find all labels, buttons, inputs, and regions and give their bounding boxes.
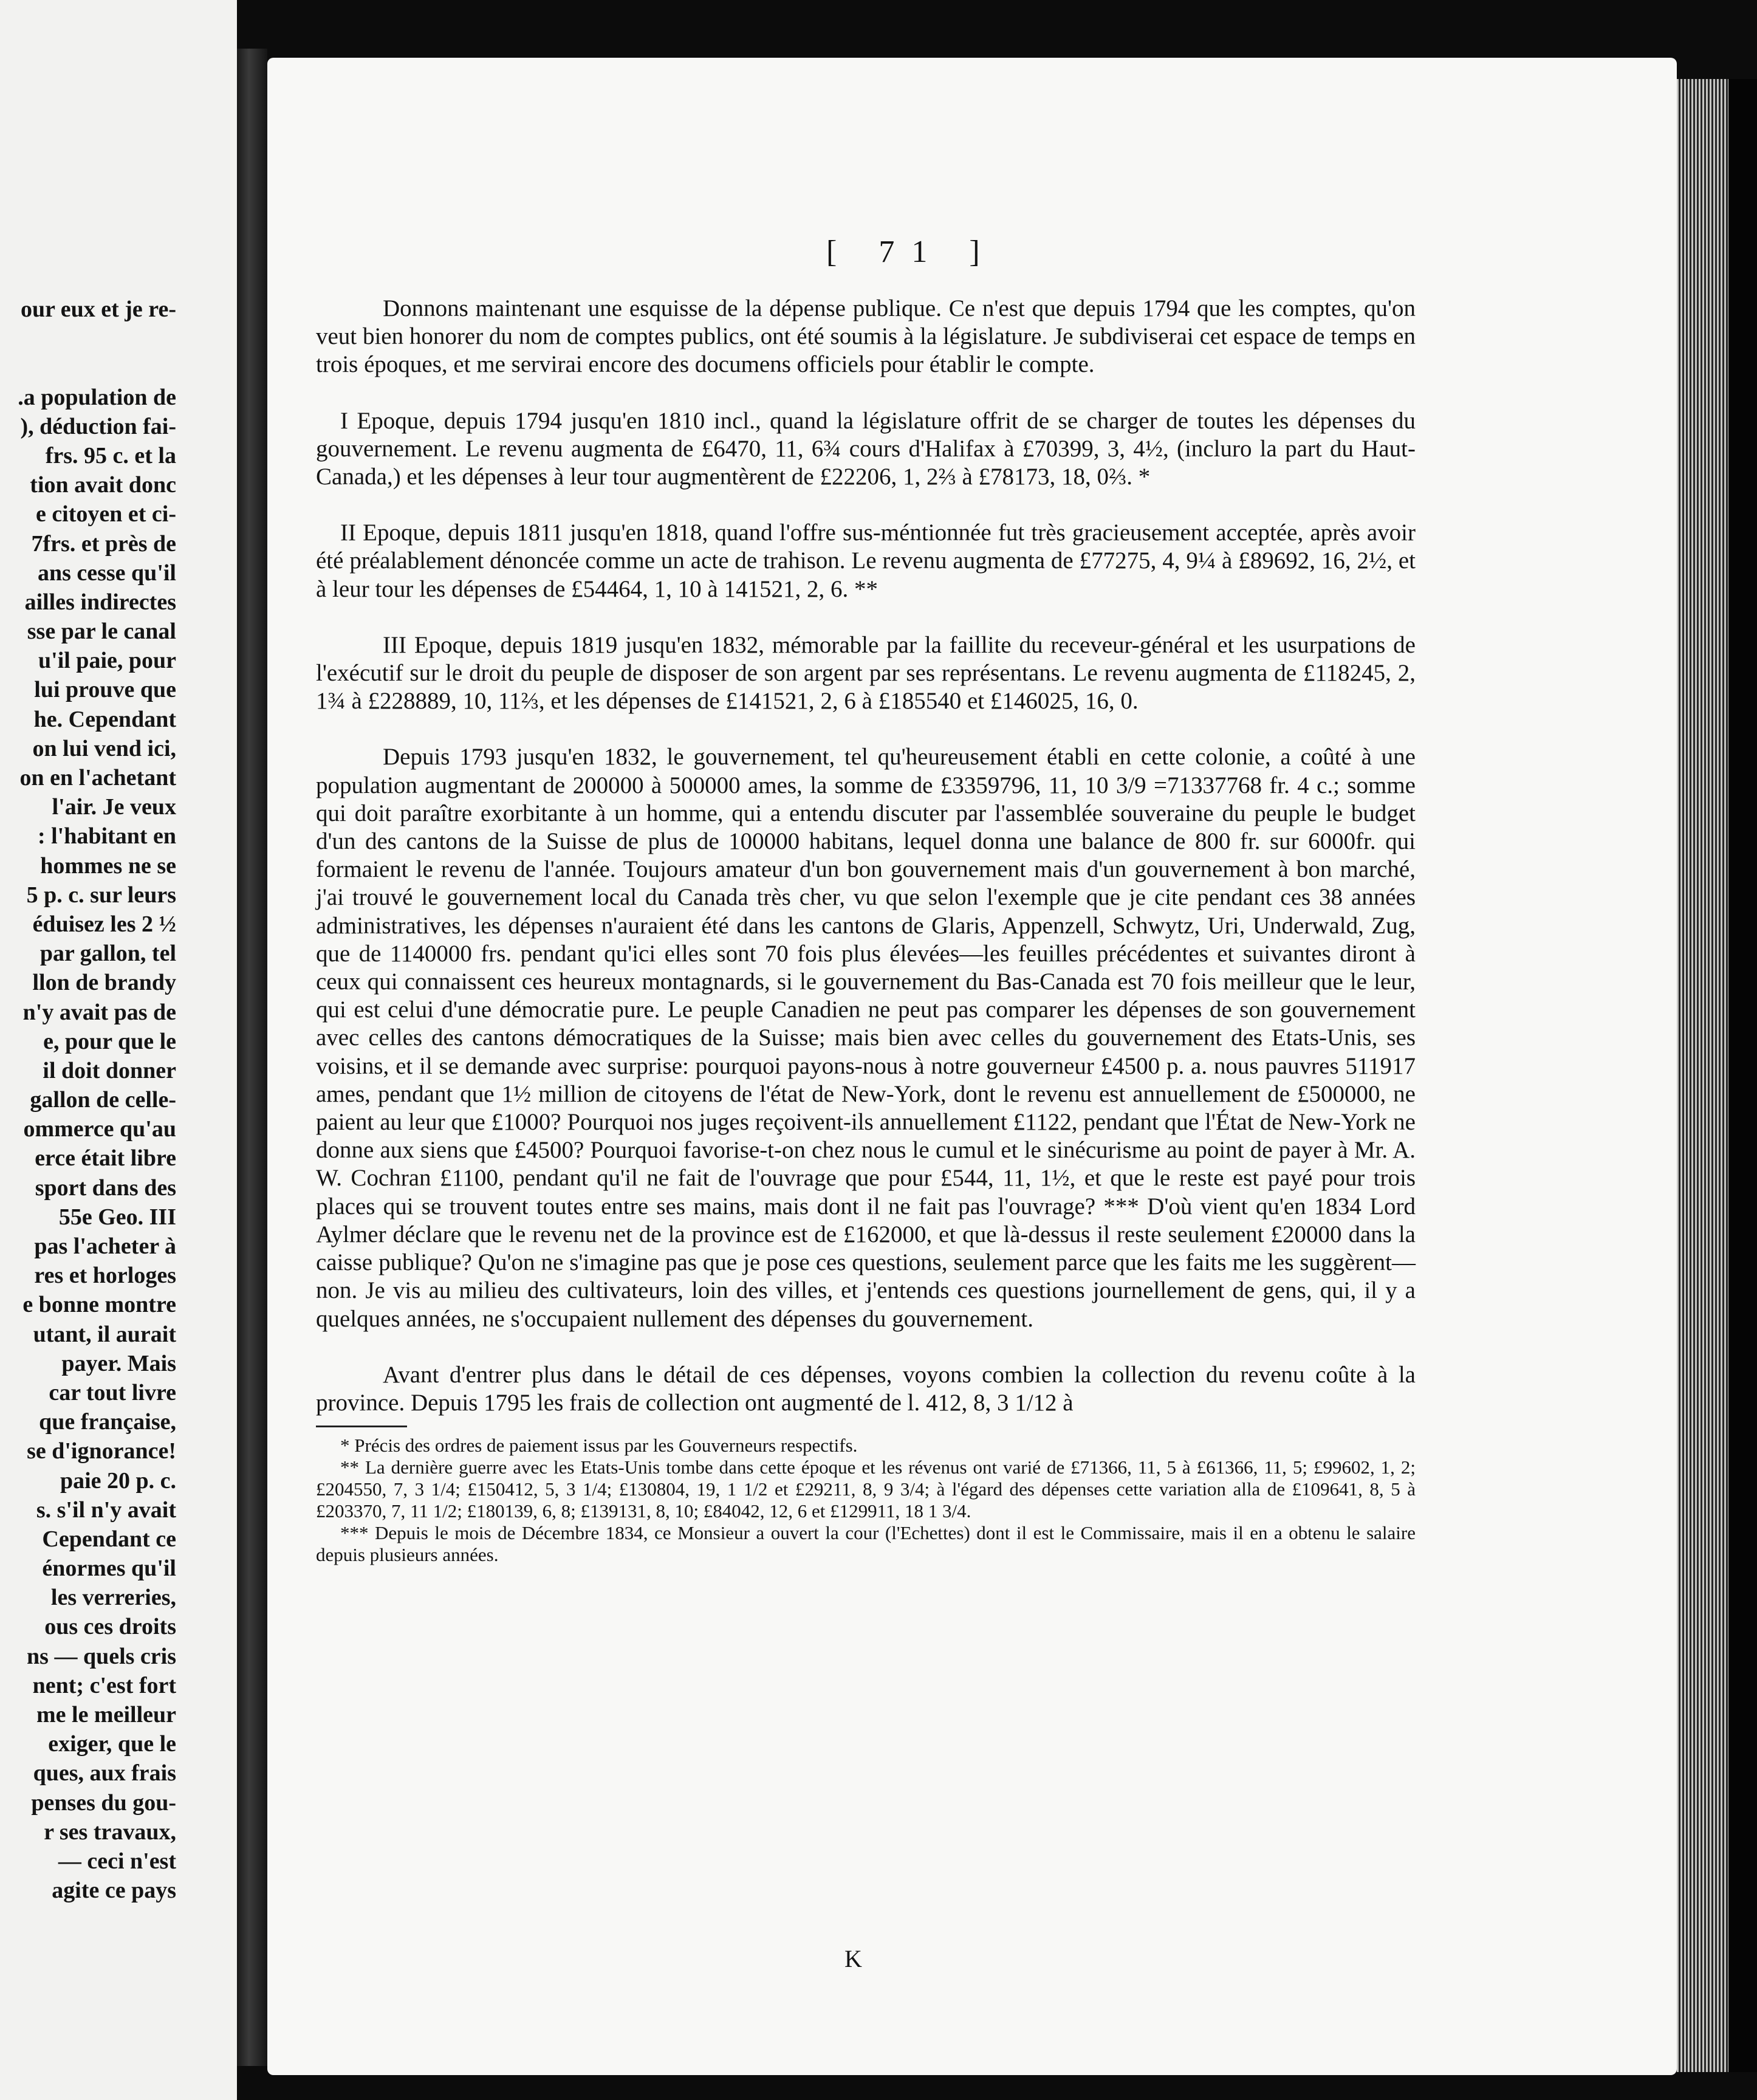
left-page-fragment: [0, 0, 237, 2100]
left-page-line: énormes qu'il: [42, 1556, 176, 1582]
left-page-line: car tout livre: [49, 1379, 176, 1405]
left-page-text: [0, 295, 176, 1905]
left-page-line: pas l'acheter à: [34, 1234, 176, 1259]
left-page-line: on en l'achetant: [19, 765, 176, 791]
paragraph-epoque-2: II Epoque, depuis 1811 jusqu'en 1818, quand l'offre sus-méntionnée fut très gracieusement acceptée, après avoir été préalablement dénoncée comme un acte de trahison. Le revenu augmenta de £77275, 4, 9¼ à £89692, 16, 2½, et à leur tour les dépenses de £54464, 1, 10 à 141521, 2, 6. **: [316, 520, 1416, 602]
left-page-line: ailles indirectes: [24, 589, 176, 615]
left-page-line: n'y avait pas de: [22, 999, 176, 1025]
left-page-line: ous ces droits: [44, 1614, 176, 1640]
left-page-line: lui prouve que: [34, 677, 176, 703]
left-page-line: par gallon, tel: [39, 941, 176, 967]
footnote-3: *** Depuis le mois de Décembre 1834, ce Monsieur a ouvert la cour (l'Echettes) dont il est le Commissaire, mais il en a obtenu le salaire depuis plusieurs années.: [316, 1522, 1416, 1566]
paragraph-intro: Donnons maintenant une esquisse de la dépense publique. Ce n'est que depuis 1794 que les comptes, qu'on veut bien honorer du nom de comptes publics, ont été soumis à la législature. Je subdiviserai cet espace de temps en trois époques, et me servirai encore des documens officiels pour établir le compte.: [316, 295, 1416, 378]
left-page-line: res et horloges: [34, 1263, 176, 1289]
left-page-line: l'air. Je veux: [52, 794, 176, 820]
left-page-line: ns — quels cris: [27, 1643, 176, 1669]
left-page-line: llon de brandy: [32, 970, 176, 996]
left-page-line: hommes ne se: [40, 853, 176, 879]
left-page-line: ques, aux frais: [33, 1760, 176, 1786]
paragraph-epoque-1: I Epoque, depuis 1794 jusqu'en 1810 incl., quand la législature offrit de se charger de toutes les dépenses du gouvernement. Le revenu augmenta de £6470, 11, 6¾ cours d'Halifax à £70399, 3, 4½, (incluro la part du Haut-Canada,) et les dépenses à leur tour augmentèrent de £22206, 1, 2⅔ à £78173, 18, 0⅔. *: [316, 407, 1416, 490]
left-page-line: que française,: [39, 1409, 176, 1435]
left-page-line: Cependant ce: [42, 1526, 176, 1552]
left-page-line: s. s'il n'y avait: [36, 1497, 176, 1523]
footnote-rule: [316, 1426, 407, 1427]
left-page-line: [0, 324, 176, 353]
paragraph-collection-revenu: Avant d'entrer plus dans le détail de ces dépenses, voyons combien la collection du revenu coûte à la province. Depuis 1795 les frais de collection ont augmenté de l. 412, 8, 3 1/12 à: [316, 1361, 1416, 1416]
left-page-line: .a population de: [18, 384, 176, 410]
left-page-line: payer. Mais: [61, 1350, 176, 1376]
left-page-line: our eux et je re-: [20, 297, 176, 322]
left-page-line: [0, 353, 176, 382]
left-page-line: : l'habitant en: [37, 823, 176, 849]
left-page-line: e bonne montre: [22, 1292, 176, 1318]
paragraph-epoque-3: III Epoque, depuis 1819 jusqu'en 1832, mémorable par la faillite du receveur-général et les usurpations de l'exécutif sur le droit du peuple de disposer de son argent par ses représentans. Le revenu augmenta de £118245, 2, 1¾ à £228889, 10, 11⅔, et les dépenses de £141521, 2, 6 à £185540 et £146025, 16, 0.: [316, 631, 1416, 715]
left-page-line: he. Cependant: [33, 706, 176, 732]
book-gutter: [237, 49, 267, 2066]
left-page-line: gallon de celle-: [30, 1087, 176, 1113]
left-page-line: me le meilleur: [36, 1702, 176, 1728]
left-page-line: agite ce pays: [52, 1878, 176, 1904]
left-page-line: — ceci n'est: [58, 1848, 176, 1874]
left-page-line: 7frs. et près de: [31, 530, 176, 557]
paragraph-depenses-1793-1832: Depuis 1793 jusqu'en 1832, le gouvernement, tel qu'heureusement établi en cette colonie, a coûté à une population augmentant de 200000 à 500000 ames, la somme de £3359796, 11, 10 3/9 =71337768 fr. 4 c.; somme qui doit paraître exorbitante à un homme, qui a entendu discuter par l'assemblée souveraine du peuple le budget d'un des cantons de la Suisse de plus de 100000 habitans, lequel donna une balance de 800 fr. sur 6000fr. qui formaient le revenu de l'année. Toujours amateur d'un bon gouvernement mais d'un gouvernement à bon marché, j'ai trouvé le gouvernement local du Canada très cher, vu que selon l'exemple que je cite pendant ces 38 années administratives, les dépenses n'auraient été dans les cantons de Glaris, Appenzell, Schwytz, Uri, Underwald, Zug, que de 1140000 frs. pendant qu'ici elles sont 70 fois plus élevées—les feuilles précédentes et suivantes diront à ceux qui connaissent ces heureux montagnards, si le gouvernement du Bas-Canada est 70 fois meilleur que le leur, qui est celui d'une démocratie pure. Le peuple Canadien ne peut pas comparer les dépenses de son gouvernement avec celles des cantons démocratiques de la Suisse; mais bien avec celles du gouvernement des Etats-Unis, ses voisins, et il se demande avec surprise: pourquoi payons-nous à notre gouverneur £4500 p. a. nous pauvres 511917 ames, pendant que 1½ million de citoyens de l'état de New-York, dont le revenu est annuellement de £500000, ne paient au leur que £1000? Pourquoi nos juges reçoivent-ils annuellement £1122, pendant que l'État de New-York ne donne aux siens que £4500? Pourquoi favorise-t-on chez nous le cumul et le sinécurisme au point de payer à Mr. A. W. Cochran £1100, pendant qu'il ne fait de l'ouvrage que pour £544, 11, 1½, et que le reste est payé pour trois places qui se trouvent toutes entre ses mains, mais dont il ne fait pas l'ouvrage? *** D'où vient qu'en 1834 Lord Aylmer déclare que le revenu net de la province est de £162000, et que là-dessus il reste seulement £20000 dans la caisse publique? Qu'on ne s'imagine pas que je pose ces questions, seulement parce que les faits me les suggèrent—non. Je vis au milieu des cultivateurs, loin des villes, et j'entends ces questions journellement de gens, qui, il y a quelques années, ne s'occupaient nullement des dépenses du gouvernement.: [316, 744, 1416, 1332]
left-page-line: sport dans des: [35, 1175, 176, 1201]
left-page-line: les verreries,: [50, 1585, 176, 1611]
left-page-line: éduisez les 2 ½: [32, 911, 176, 937]
left-page-line: frs. 95 c. et la: [45, 442, 176, 468]
footnote-1: * Précis des ordres de paiement issus par les Gouverneurs respectifs.: [340, 1435, 858, 1457]
left-page-line: il doit donner: [43, 1057, 176, 1083]
left-page-line: e citoyen et ci-: [35, 501, 176, 527]
left-page-line: ), déduction fai-: [20, 413, 176, 439]
footnotes: [316, 1435, 1416, 1566]
page-edge-shadow: [1728, 79, 1757, 2072]
left-page-line: exiger, que le: [48, 1731, 176, 1757]
left-page-line: erce était libre: [35, 1145, 176, 1172]
left-page-line: u'il paie, pour: [38, 648, 176, 674]
left-page-line: nent; c'est fort: [32, 1672, 176, 1698]
signature-mark: K: [844, 1945, 862, 1972]
left-page-line: se d'ignorance!: [27, 1438, 176, 1464]
left-page-line: tion avait donc: [30, 472, 176, 498]
left-page-line: 55e Geo. III: [58, 1204, 176, 1230]
left-page-line: r ses travaux,: [44, 1819, 176, 1845]
left-page-line: utant, il aurait: [33, 1321, 176, 1347]
page-edges: [1677, 79, 1728, 2072]
left-page-line: penses du gou-: [31, 1789, 176, 1816]
page-number: [ 71 ]: [826, 235, 997, 269]
left-page-line: on lui vend ici,: [32, 735, 176, 761]
main-text-block: [316, 295, 1416, 1566]
left-page-line: ans cesse qu'il: [37, 560, 176, 586]
left-page-line: paie 20 p. c.: [60, 1467, 176, 1494]
left-page-line: sse par le canal: [27, 619, 176, 645]
left-page-line: e, pour que le: [43, 1028, 176, 1054]
footnote-2: ** La dernière guerre avec les Etats-Unis tombe dans cette époque et les révenus ont varié de £71366, 11, 5 à £61366, 11, 5; £99602, 1, 2; £204550, 7, 3 1/4; £150412, 5, 3 1/4; £130804, 19, 1 1/2 et £29211, 8, 9 3/4; à l'égard des dépenses cette variation alla de £109641, 8, 5 à £203370, 7, 11 1/2; £180139, 6, 8; £139131, 8, 10; £84042, 12, 6 et £129911, 18 1 3/4.: [316, 1457, 1416, 1522]
left-page-line: ommerce qu'au: [23, 1116, 176, 1142]
left-page-line: 5 p. c. sur leurs: [26, 882, 176, 908]
